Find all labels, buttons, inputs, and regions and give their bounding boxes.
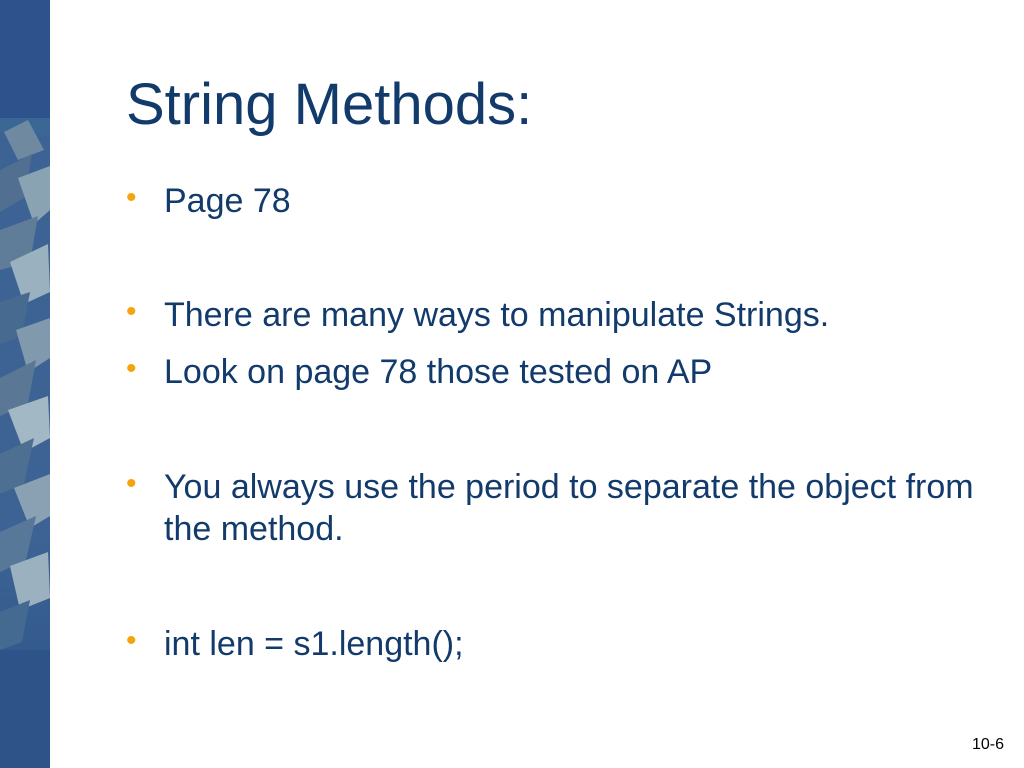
bullet-text: Look on page 78 those tested on AP [164,353,713,391]
decorative-side-strip [0,0,50,768]
bullet-dot-icon: • [126,352,137,385]
slide-title: String Methods: [126,72,533,137]
bullet-item [126,294,986,336]
bullet-text: There are many ways to manipulate Strings. [164,296,830,334]
bullet-dot-icon: • [126,467,137,500]
bullet-item [126,466,986,550]
side-strip-pattern [0,0,50,768]
bullet-dot-icon: • [126,295,137,328]
slide-number: 10-6 [971,736,1004,753]
bullet-text: int len = s1.length(); [164,625,464,663]
bullet-item [126,623,986,665]
bullet-dot-icon: • [126,624,137,657]
bullet-dot-icon: • [126,181,137,214]
bullet-item [126,180,986,222]
bullet-text: Page 78 [164,182,291,220]
bullet-text: You always use the period to separate the object from the method. [164,468,974,548]
bullet-item [126,351,986,393]
